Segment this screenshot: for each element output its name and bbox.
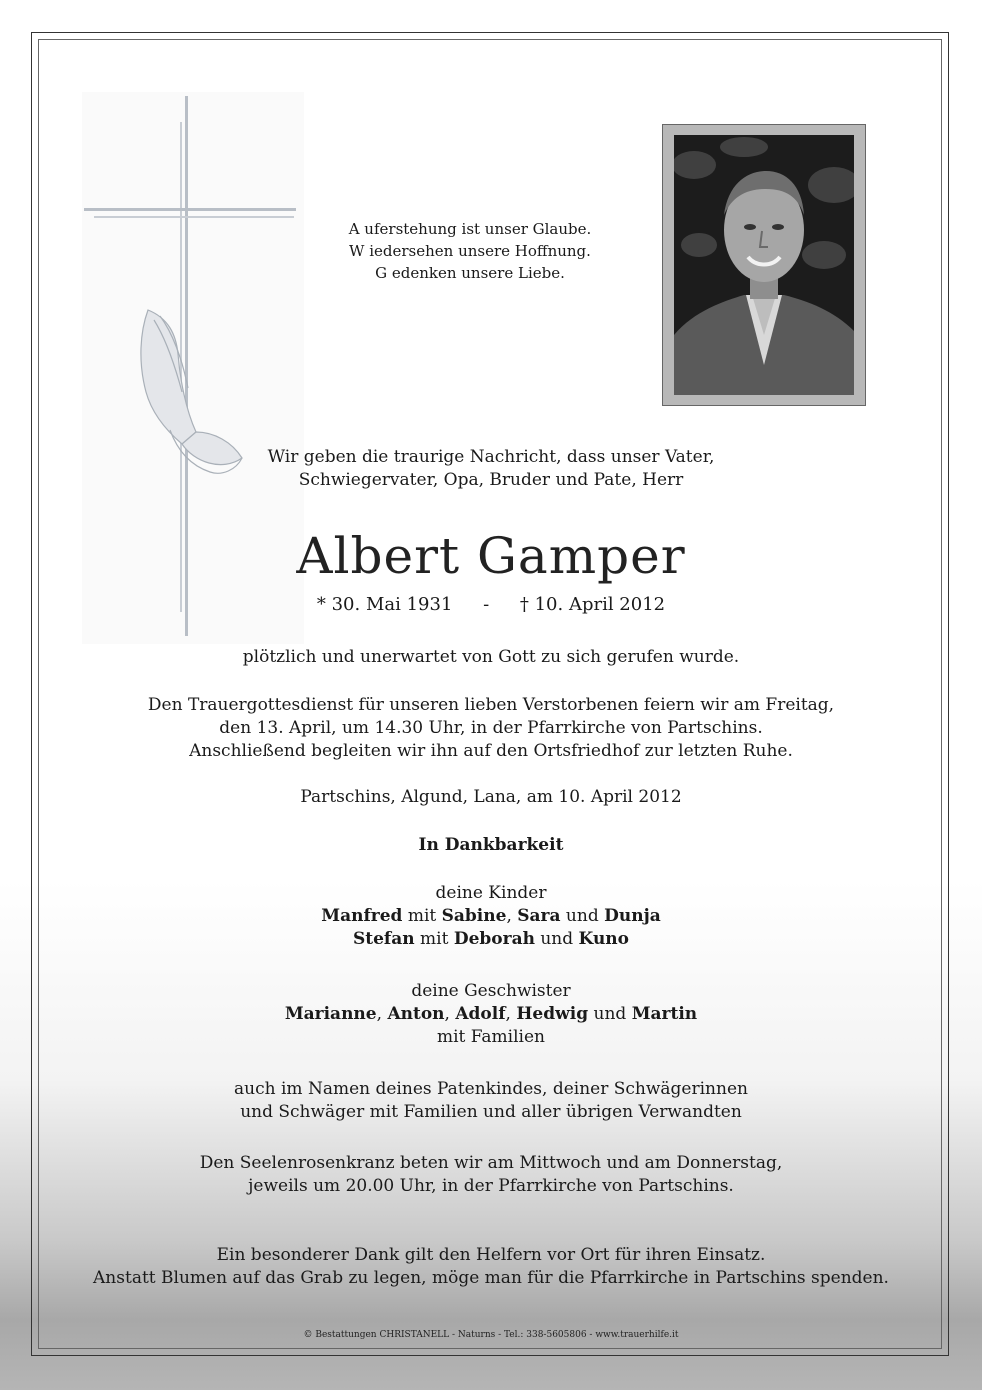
verse-line: A uferstehung ist unser Glaube. <box>348 220 592 238</box>
gratitude-heading: In Dankbarkeit <box>418 835 564 855</box>
children-heading: deine Kinder <box>435 883 547 903</box>
siblings-families: mit Familien <box>436 1027 545 1047</box>
rosary-block <box>0 1152 982 1198</box>
verse-line: W iedersehen unsere Hoffnung. <box>349 242 591 260</box>
date-separator: - <box>483 594 490 615</box>
thanks-line: Ein besonderer Dank gilt den Helfern vor Ort für ihren Einsatz. <box>216 1245 766 1265</box>
intro-line: Wir geben die traurige Nachricht, dass unser Vater, <box>267 447 715 467</box>
thanks-block <box>0 1244 982 1290</box>
place-date: Partschins, Algund, Lana, am 10. April 2012 <box>300 787 682 807</box>
thanks-line: Anstatt Blumen auf das Grab zu legen, möge man für die Pfarrkirche in Partschins spenden. <box>93 1268 889 1288</box>
relatives-line: und Schwäger mit Familien und aller übrigen Verwandten <box>240 1102 742 1122</box>
portrait-photo <box>674 135 854 395</box>
relatives-block <box>0 1078 982 1124</box>
service-info <box>0 694 982 763</box>
siblings-heading: deine Geschwister <box>411 981 571 1001</box>
birth-date: * 30. Mai 1931 <box>316 594 453 615</box>
intro-line: Schwiegervater, Opa, Bruder und Pate, Herr <box>298 470 684 490</box>
service-line: den 13. April, um 14.30 Uhr, in der Pfarrkirche von Partschins. <box>219 718 763 738</box>
portrait-frame <box>662 124 866 406</box>
siblings-line: Marianne, Anton, Adolf, Hedwig und Martin <box>284 1004 698 1024</box>
verse <box>290 218 650 284</box>
children-line: Manfred mit Sabine, Sara und Dunja <box>321 906 661 926</box>
children-line: Stefan mit Deborah und Kuno <box>352 929 630 949</box>
siblings-block <box>0 980 982 1049</box>
called-text: plötzlich und unerwartet von Gott zu sich gerufen wurde. <box>242 647 740 667</box>
service-line: Den Trauergottesdienst für unseren lieben Verstorbenen feiern wir am Freitag, <box>147 695 835 715</box>
rosary-line: jeweils um 20.00 Uhr, in der Pfarrkirche von Partschins. <box>248 1176 734 1196</box>
deceased-name: Albert Gamper <box>296 527 686 585</box>
service-line: Anschließend begleiten wir ihn auf den Ortsfriedhof zur letzten Ruhe. <box>189 741 793 761</box>
rosary-line: Den Seelenrosenkranz beten wir am Mittwoch und am Donnerstag, <box>199 1153 783 1173</box>
death-date: † 10. April 2012 <box>519 594 666 615</box>
children-block <box>0 882 982 951</box>
relatives-line: auch im Namen deines Patenkindes, deiner Schwägerinnen <box>234 1079 748 1099</box>
footer-credit: © Bestattungen CHRISTANELL - Naturns - Tel.: 338-5605806 - www.trauerhilfe.it <box>303 1330 679 1340</box>
intro <box>0 446 982 492</box>
life-dates <box>0 594 982 615</box>
verse-line: G edenken unsere Liebe. <box>375 264 565 282</box>
